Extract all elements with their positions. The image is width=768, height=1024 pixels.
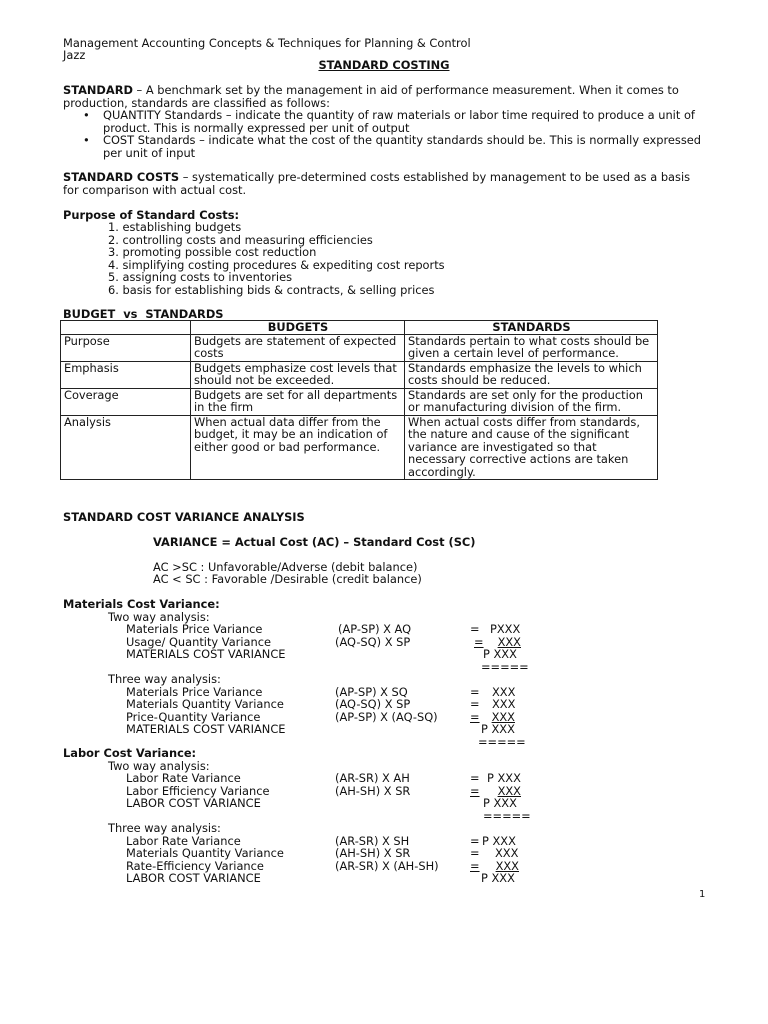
table-header-cell: STANDARDS bbox=[405, 321, 658, 335]
line-formula: (AP-SP) X (AQ-SQ) bbox=[335, 710, 438, 724]
line-amount: P XXX bbox=[482, 834, 516, 848]
purpose-item: 6. basis for establishing bids & contracts, & selling prices bbox=[108, 283, 435, 297]
table-cell: Coverage bbox=[61, 388, 191, 415]
line-name: MATERIALS COST VARIANCE bbox=[126, 722, 286, 736]
variance-formula: VARIANCE = Actual Cost (AC) – Standard Cost (SC) bbox=[153, 535, 476, 549]
table-header-cell bbox=[61, 321, 191, 335]
line-equals: = bbox=[470, 784, 480, 798]
line-name: Labor Rate Variance bbox=[126, 771, 241, 785]
table-cell: When actual costs differ from standards, the nature and cause of the significant variance are investigated so that necessary corrective actions are taken accordingly. bbox=[405, 415, 658, 480]
line-formula: (AP-SP) X SQ bbox=[335, 685, 408, 699]
variance-analysis-heading: STANDARD COST VARIANCE ANALYSIS bbox=[63, 510, 305, 524]
line-amount: PXXX bbox=[490, 622, 521, 636]
standard-costs-term: STANDARD COSTS bbox=[63, 170, 180, 184]
purpose-heading: Purpose of Standard Costs: bbox=[63, 208, 240, 222]
line-name: Materials Quantity Variance bbox=[126, 846, 284, 860]
line-amount: P XXX bbox=[481, 722, 515, 736]
line-equals: = bbox=[470, 834, 480, 848]
favorable-rule: AC < SC : Favorable /Desirable (credit balance) bbox=[153, 572, 422, 586]
line-name: LABOR COST VARIANCE bbox=[126, 796, 261, 810]
line-amount: XXX bbox=[491, 710, 515, 724]
standard-term: STANDARD bbox=[63, 83, 133, 97]
labor-three-way-label: Three way analysis: bbox=[108, 821, 221, 835]
bullet-cost-standards: • COST Standards – indicate what the cost of the quantity standards should be. This is normally expressed per unit of input bbox=[83, 134, 703, 159]
purpose-item: 4. simplifying costing procedures & expediting cost reports bbox=[108, 258, 445, 272]
table-header-row bbox=[61, 321, 658, 335]
purpose-item: 2. controlling costs and measuring efficiencies bbox=[108, 233, 373, 247]
table-cell: Standards pertain to what costs should be given a certain level of performance. bbox=[405, 334, 658, 361]
table-cell: Standards emphasize the levels to which costs should be reduced. bbox=[405, 361, 658, 388]
line-amount: P XXX bbox=[483, 796, 517, 810]
table-header-cell: BUDGETS bbox=[191, 321, 405, 335]
table-cell: Budgets are set for all departments in the firm bbox=[191, 388, 405, 415]
line-equals: = bbox=[470, 622, 480, 636]
table-cell: Analysis bbox=[61, 415, 191, 480]
line-name: Usage/ Quantity Variance bbox=[126, 635, 271, 649]
standard-definition bbox=[63, 84, 703, 109]
line-equals: = bbox=[470, 697, 480, 711]
materials-variance-heading: Materials Cost Variance: bbox=[63, 597, 220, 611]
table-cell: When actual data differ from the budget, it may be an indication of either good or bad performance. bbox=[191, 415, 405, 480]
standard-section bbox=[63, 84, 703, 159]
table-cell: Budgets emphasize cost levels that should not be exceeded. bbox=[191, 361, 405, 388]
line-name: Materials Price Variance bbox=[126, 622, 263, 636]
page-title: STANDARD COSTING bbox=[318, 58, 450, 72]
line-name: Rate-Efficiency Variance bbox=[126, 859, 264, 873]
line-formula: (AR-SR) X SH bbox=[335, 834, 410, 848]
line-equals: = bbox=[470, 710, 480, 724]
double-rule: ===== bbox=[481, 660, 529, 674]
line-name: LABOR COST VARIANCE bbox=[126, 871, 261, 885]
line-equals: = bbox=[470, 771, 480, 785]
table-cell: Budgets are statement of expected costs bbox=[191, 334, 405, 361]
standard-definition-text: – A benchmark set by the management in aid of performance measurement. When it comes to production, standards are classified as follows: bbox=[63, 83, 679, 110]
line-amount: XXX bbox=[497, 635, 521, 649]
budget-vs-standards-table bbox=[60, 320, 658, 480]
line-amount: XXX bbox=[492, 697, 516, 711]
line-name: Labor Efficiency Variance bbox=[126, 784, 270, 798]
table-row bbox=[61, 388, 658, 415]
purpose-item: 1. establishing budgets bbox=[108, 220, 242, 234]
materials-three-way-label: Three way analysis: bbox=[108, 672, 221, 686]
line-name: Price-Quantity Variance bbox=[126, 710, 261, 724]
line-amount: XXX bbox=[492, 685, 516, 699]
line-equals: = bbox=[470, 685, 480, 699]
author-name: Jazz bbox=[63, 48, 86, 62]
purpose-item: 5. assigning costs to inventories bbox=[108, 270, 293, 284]
line-formula: (AQ-SQ) X SP bbox=[335, 697, 411, 711]
line-formula: (AH-SH) X SR bbox=[335, 846, 411, 860]
line-formula: (AP-SP) X AQ bbox=[338, 622, 412, 636]
labor-two-way-label: Two way analysis: bbox=[108, 759, 210, 773]
unfavorable-rule: AC >SC : Unfavorable/Adverse (debit balance) bbox=[153, 560, 418, 574]
line-formula: (AH-SH) X SR bbox=[335, 784, 411, 798]
line-name: Materials Quantity Variance bbox=[126, 697, 284, 711]
line-amount: XXX bbox=[497, 784, 521, 798]
double-rule: ===== bbox=[483, 809, 531, 823]
labor-variance-heading: Labor Cost Variance: bbox=[63, 746, 197, 760]
page-number: 1 bbox=[699, 889, 706, 900]
materials-two-way-label: Two way analysis: bbox=[108, 610, 210, 624]
line-amount: P XXX bbox=[483, 647, 517, 661]
line-formula: (AQ-SQ) X SP bbox=[335, 635, 411, 649]
line-formula: (AR-SR) X (AH-SH) bbox=[335, 859, 439, 873]
line-amount: XXX bbox=[495, 846, 519, 860]
line-amount: P XXX bbox=[487, 771, 521, 785]
line-equals: = bbox=[474, 635, 484, 649]
table-cell: Emphasis bbox=[61, 361, 191, 388]
standard-costs-text: – systematically pre-determined costs established by management to be used as a basis for comparison with actual cost. bbox=[63, 170, 691, 197]
line-name: Labor Rate Variance bbox=[126, 834, 241, 848]
course-title: Management Accounting Concepts & Techniques for Planning & Control bbox=[63, 36, 471, 50]
standard-bullets bbox=[83, 109, 703, 159]
budget-vs-standards-heading: BUDGET vs STANDARDS bbox=[63, 307, 224, 321]
table-row bbox=[61, 415, 658, 480]
bullet-quantity-standards: • QUANTITY Standards – indicate the quantity of raw materials or labor time required to produce a unit of product. This is normally expressed per unit of output bbox=[83, 109, 703, 134]
line-amount: P XXX bbox=[481, 871, 515, 885]
line-equals: = bbox=[470, 846, 480, 860]
table-cell: Purpose bbox=[61, 334, 191, 361]
line-name: Materials Price Variance bbox=[126, 685, 263, 699]
line-name: MATERIALS COST VARIANCE bbox=[126, 647, 286, 661]
table-row bbox=[61, 361, 658, 388]
purpose-item: 3. promoting possible cost reduction bbox=[108, 245, 317, 259]
standard-costs-definition bbox=[63, 171, 703, 196]
line-equals: = bbox=[470, 859, 480, 873]
double-rule: ===== bbox=[478, 735, 526, 749]
line-formula: (AR-SR) X AH bbox=[335, 771, 410, 785]
table-row bbox=[61, 334, 658, 361]
table-cell: Standards are set only for the production or manufacturing division of the firm. bbox=[405, 388, 658, 415]
line-amount: XXX bbox=[495, 859, 519, 873]
